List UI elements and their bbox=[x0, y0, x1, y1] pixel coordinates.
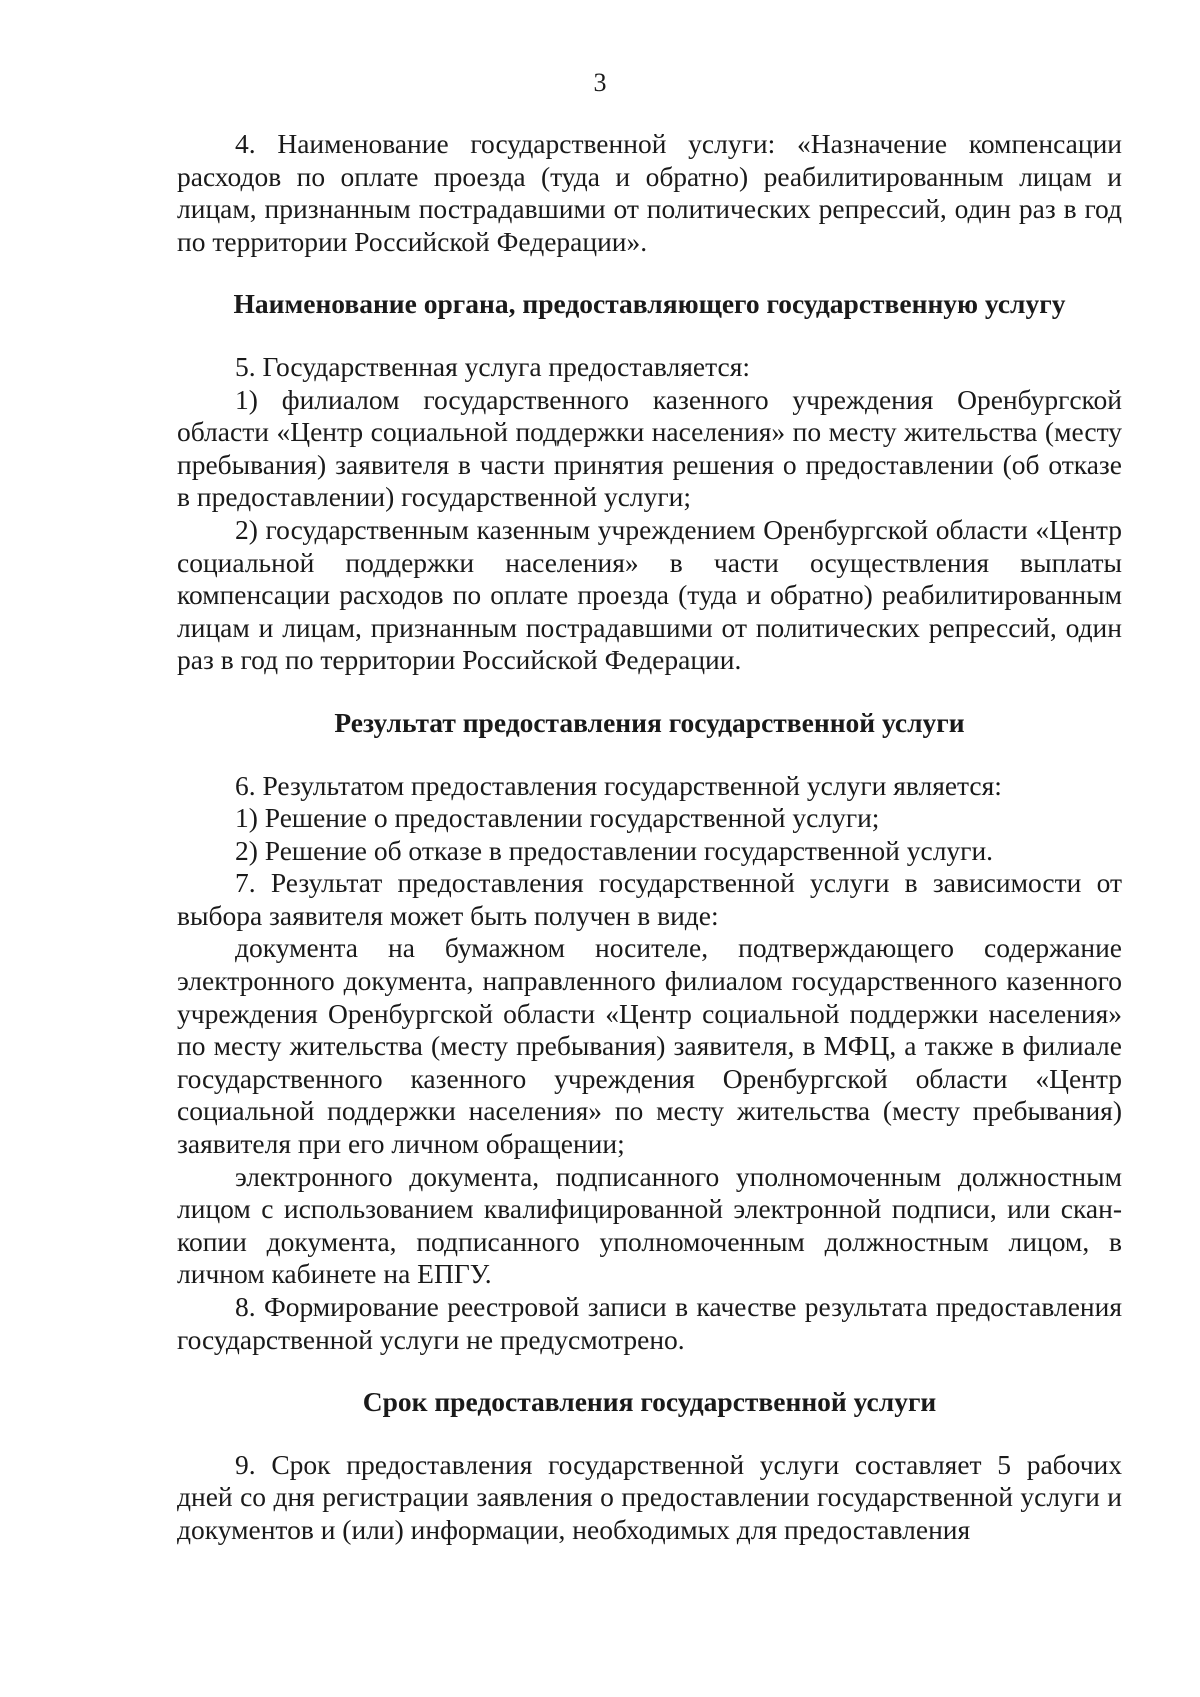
section-heading-result: Результат предоставления государственной услуги bbox=[334, 706, 965, 738]
paragraph-7-option-electronic: электронного документа, подписанного уполномоченным должностным лицом с использованием квалифицированной электронной подписи, или скан-копии документа, подписанного уполномоченным должностным лицом, в личном кабинете на ЕПГУ. bbox=[177, 1160, 1122, 1290]
paragraph-9: 9. Срок предоставления государственной услуги составляет 5 рабочих дней со дня регистрации заявления о предоставлении государственной услуги и документов и (или) информации, необходимых для предоставления bbox=[177, 1448, 1122, 1545]
paragraph-5-item-1: 1) филиалом государственного казенного учреждения Оренбургской области «Центр социальной поддержки населения» по месту жительства (месту пребывания) заявителя в части принятия решения о предоставлении (об отказе в предоставлении) государственной услуги; bbox=[177, 383, 1122, 513]
paragraph-5: 5. Государственная услуга предоставляется: bbox=[235, 350, 750, 382]
paragraph-6-item-1: 1) Решение о предоставлении государственной услуги; bbox=[235, 802, 880, 834]
document-body bbox=[177, 128, 1122, 1547]
section-heading-term: Срок предоставления государственной услуги bbox=[362, 1386, 937, 1418]
paragraph-8: 8. Формирование реестровой записи в качестве результата предоставления государственной услуги не предусмотрено. bbox=[177, 1291, 1122, 1355]
paragraph-6-item-2: 2) Решение об отказе в предоставлении государственной услуги. bbox=[235, 834, 994, 866]
paragraph-5-item-2: 2) государственным казенным учреждением Оренбургской области «Центр социальной поддержки населения» в части осуществления выплаты компенсации расходов по оплате проезда (туда и обратно) реабилитированным лицам и лицам, признанным пострадавшими от политических репрессий, один раз в год по территории Российской Федерации. bbox=[177, 513, 1122, 676]
section-heading-organ: Наименование органа, предоставляющего государственную услугу bbox=[233, 288, 1066, 320]
paragraph-7: 7. Результат предоставления государственной услуги в зависимости от выбора заявителя может быть получен в виде: bbox=[177, 867, 1122, 931]
paragraph-7-option-paper: документа на бумажном носителе, подтверждающего содержание электронного документа, направленного филиалом государственного казенного учреждения Оренбургской области «Центр социальной поддержки населения» по месту жительства (месту пребывания) заявителя, в МФЦ, а также в филиале государственного казенного учреждения Оренбургской области «Центр социальной поддержки населения» по месту жительства (месту пребывания) заявителя при его личном обращении; bbox=[177, 932, 1122, 1160]
paragraph-6: 6. Результатом предоставления государственной услуги является: bbox=[235, 769, 1002, 801]
paragraph-4: 4. Наименование государственной услуги: «Назначение компенсации расходов по оплате проезда (туда и обратно) реабилитированным лицам и лицам, признанным пострадавшими от политических репрессий, один раз в год по территории Российской Федерации». bbox=[177, 128, 1122, 257]
page-number: 3 bbox=[593, 68, 607, 97]
